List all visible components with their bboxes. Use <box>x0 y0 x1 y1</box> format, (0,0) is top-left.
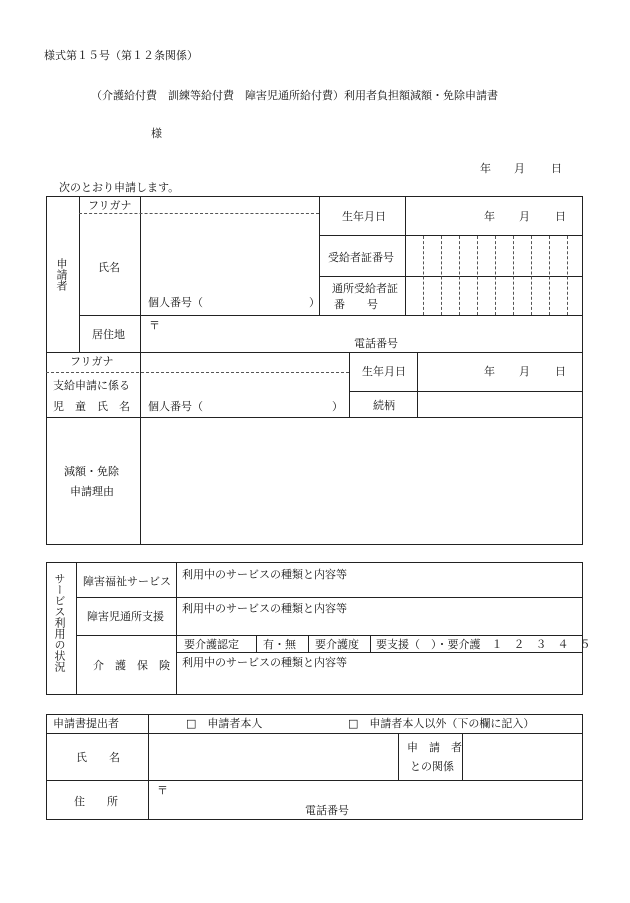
child-personal-number-close: ） <box>332 400 343 413</box>
submitter-name-label: 氏 名 <box>76 751 120 764</box>
submitter-option-self[interactable]: □ 申請者本人 <box>186 717 263 730</box>
applicant-name-label: 氏名 <box>98 261 120 274</box>
date-year: 年 <box>480 162 491 175</box>
child-furigana-label: フリガナ <box>70 355 114 368</box>
addressee-suffix: 様 <box>151 127 162 140</box>
care-insurance-label: 介 護 保 険 <box>93 659 170 672</box>
form-title: （介護給付費 訓練等給付費 障害児通所給付費）利用者負担額減額・免除申請書 <box>91 89 498 102</box>
residence-postal-mark: 〒 <box>149 319 160 332</box>
child-birth-month: 月 <box>519 365 530 378</box>
applicant-birth-year: 年 <box>484 210 495 223</box>
applicant-birth-month: 月 <box>519 210 530 223</box>
child-label-line2: 児 童 氏 名 <box>53 400 130 413</box>
care-level-label: 要介護度 <box>315 638 359 651</box>
care-cert-yes-no: 有・無 <box>263 638 296 651</box>
submitter-address-label: 住 所 <box>74 795 118 808</box>
child-label-line1: 支給申請に係る <box>53 379 130 392</box>
service-welfare-label: 障害福祉サービス <box>83 575 171 588</box>
date-month: 月 <box>514 162 525 175</box>
applicant-personal-number-label: 個人番号（ <box>148 296 203 309</box>
submitter-phone-label: 電話番号 <box>305 804 349 817</box>
service-child-support-content-label: 利用中のサービスの種類と内容等 <box>182 602 347 615</box>
applicant-birth-label: 生年月日 <box>342 210 386 223</box>
service-child-support-label: 障害児通所支援 <box>87 610 164 623</box>
care-cert-label: 要介護認定 <box>184 638 239 651</box>
care-level-options: 要支援（ ）・要介護 １ ２ ３ ４ ５ <box>376 638 591 651</box>
submitter-relation-line2: との関係 <box>410 760 454 773</box>
form-number: 様式第１５号（第１２条関係） <box>44 49 198 62</box>
service-section-label: サービス利用の状況 <box>53 573 66 672</box>
residence-label: 居住地 <box>92 328 125 341</box>
residence-phone-label: 電話番号 <box>354 337 398 350</box>
applicant-furigana-label: フリガナ <box>88 199 132 212</box>
child-relation-label: 続柄 <box>373 399 395 412</box>
intro-text: 次のとおり申請します。 <box>59 181 180 194</box>
child-birth-label: 生年月日 <box>362 365 406 378</box>
submitter-option-other[interactable]: □ 申請者本人以外（下の欄に記入） <box>348 717 535 730</box>
reason-label-line2: 申請理由 <box>70 485 114 498</box>
applicant-personal-number-close: ） <box>309 296 320 309</box>
child-personal-number-label: 個人番号（ <box>148 400 203 413</box>
day-cert-label-line1: 通所受給者証 <box>332 282 398 295</box>
day-cert-label-line2: 番 号 <box>334 298 378 311</box>
applicant-birth-day: 日 <box>555 210 566 223</box>
recipient-cert-label: 受給者証番号 <box>328 251 394 264</box>
child-birth-day: 日 <box>555 365 566 378</box>
applicant-section-label: 申請者 <box>55 258 68 291</box>
submitter-postal-mark: 〒 <box>157 784 168 797</box>
service-welfare-content-label: 利用中のサービスの種類と内容等 <box>182 568 347 581</box>
submitter-relation-line1: 申 請 者 <box>407 741 462 754</box>
submitter-label: 申請書提出者 <box>53 717 119 730</box>
reason-label-line1: 減額・免除 <box>64 465 119 478</box>
child-birth-year: 年 <box>484 365 495 378</box>
care-insurance-content-label: 利用中のサービスの種類と内容等 <box>182 656 347 669</box>
date-day: 日 <box>551 162 562 175</box>
